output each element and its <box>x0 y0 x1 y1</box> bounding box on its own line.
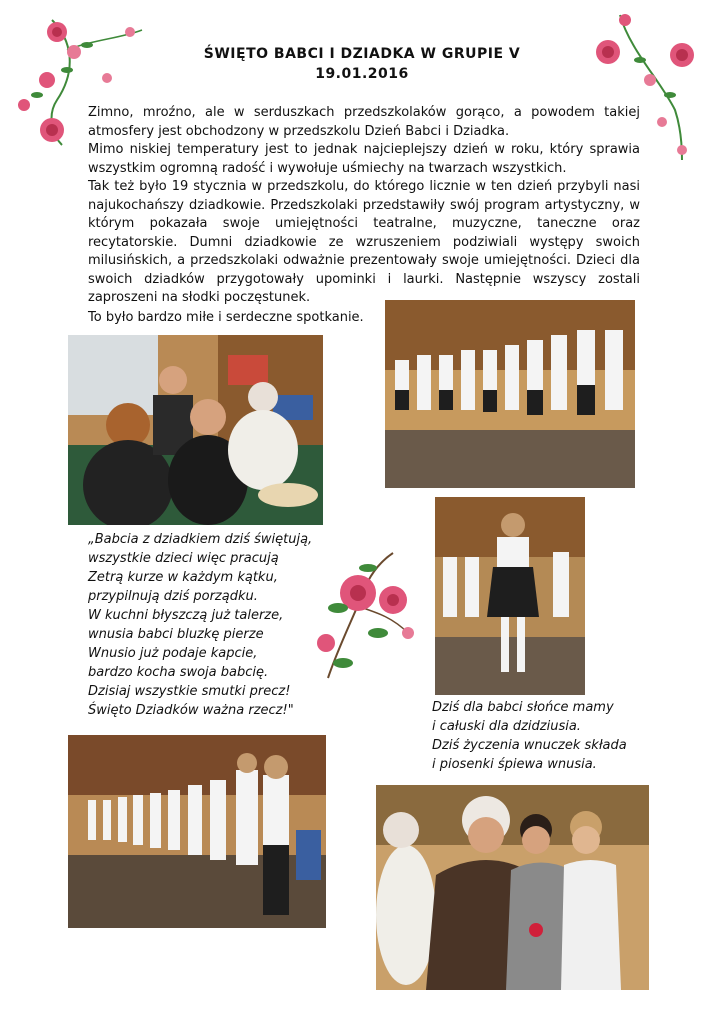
poem-line: Wnusio już podaje kapcie, <box>88 646 258 661</box>
page-title: ŚWIĘTO BABCI I DZIADKA W GRUPIE V <box>203 46 521 62</box>
poem-line: Dziś życzenia wnuczek składa <box>432 738 627 753</box>
intro-paragraph: Tak też było 19 stycznia w przedszkolu, do którego licznie w ten dzień przybyli nasi najukochańszy dziadkowie. Przedszkolaki przedstawiły swój program artystyczny, w którym pokazała swoje umiejętności teatralne, muzyczne, taneczne oraz recytatorskie. Dumni dziadkowie ze wzruszeniem podziwiali występy swoich milusińskich, a przedszkolaki odważnie prezentowały swoje umiejętności. Dzieci dla swoich dziadków przygotowały upominki i laurki. Następnie wszyscy zostali zaproszeni na słodki poczęstunek. <box>88 179 640 305</box>
poem-line: W kuchni błyszczą już talerze, <box>88 608 284 623</box>
intro-text <box>88 104 640 308</box>
poem-line: Dzisiaj wszystkie smutki precz! <box>88 684 291 699</box>
poem-right <box>432 698 627 774</box>
poem-line: i całuski dla dzidziusia. <box>432 719 581 734</box>
grandparents-at-table-photo <box>68 335 323 525</box>
poem-left <box>88 530 312 720</box>
rose-branch-icon <box>308 538 423 688</box>
poem-line: Dziś dla babci słońce mamy <box>432 700 614 715</box>
poem-line: „Babcia z dziadkiem dziś świętują, <box>88 532 313 547</box>
children-standing-line-photo <box>68 735 326 928</box>
intro-paragraph: Zimno, mroźno, ale w serduszkach przedszkolaków gorąco, a powodem takiej atmosfery jest obchodzony w przedszkolu Dzień Babci i Dziadka. <box>88 105 640 139</box>
poem-line: i piosenki śpiewa wnusia. <box>432 757 597 772</box>
poem-line: wnusia babci bluzkę pierze <box>88 627 264 642</box>
poem-line: Zetrą kurze w każdym kątku, <box>88 570 278 585</box>
intro-paragraph: Mimo niskiej temperatury jest to jednak najcieplejszy dzień w roku, który sprawia wszystkim ogromną radość i wywołuje uśmiechy na twarzach wszystkich. <box>88 142 640 176</box>
children-performance-row-photo <box>385 300 635 488</box>
girl-reciting-photo <box>435 497 585 695</box>
poem-line: wszystkie dzieci więc pracują <box>88 551 279 566</box>
intro-closing: To było bardzo miłe i serdeczne spotkanie. <box>88 310 364 325</box>
poem-line: przypilnują dziś porządku. <box>88 589 258 604</box>
poem-line: bardzo kocha swoja babcię. <box>88 665 269 680</box>
page-date: 19.01.2016 <box>315 66 409 82</box>
grandmothers-audience-photo <box>376 785 649 990</box>
poem-line: Święto Dziadków ważna rzecz!" <box>88 703 294 718</box>
